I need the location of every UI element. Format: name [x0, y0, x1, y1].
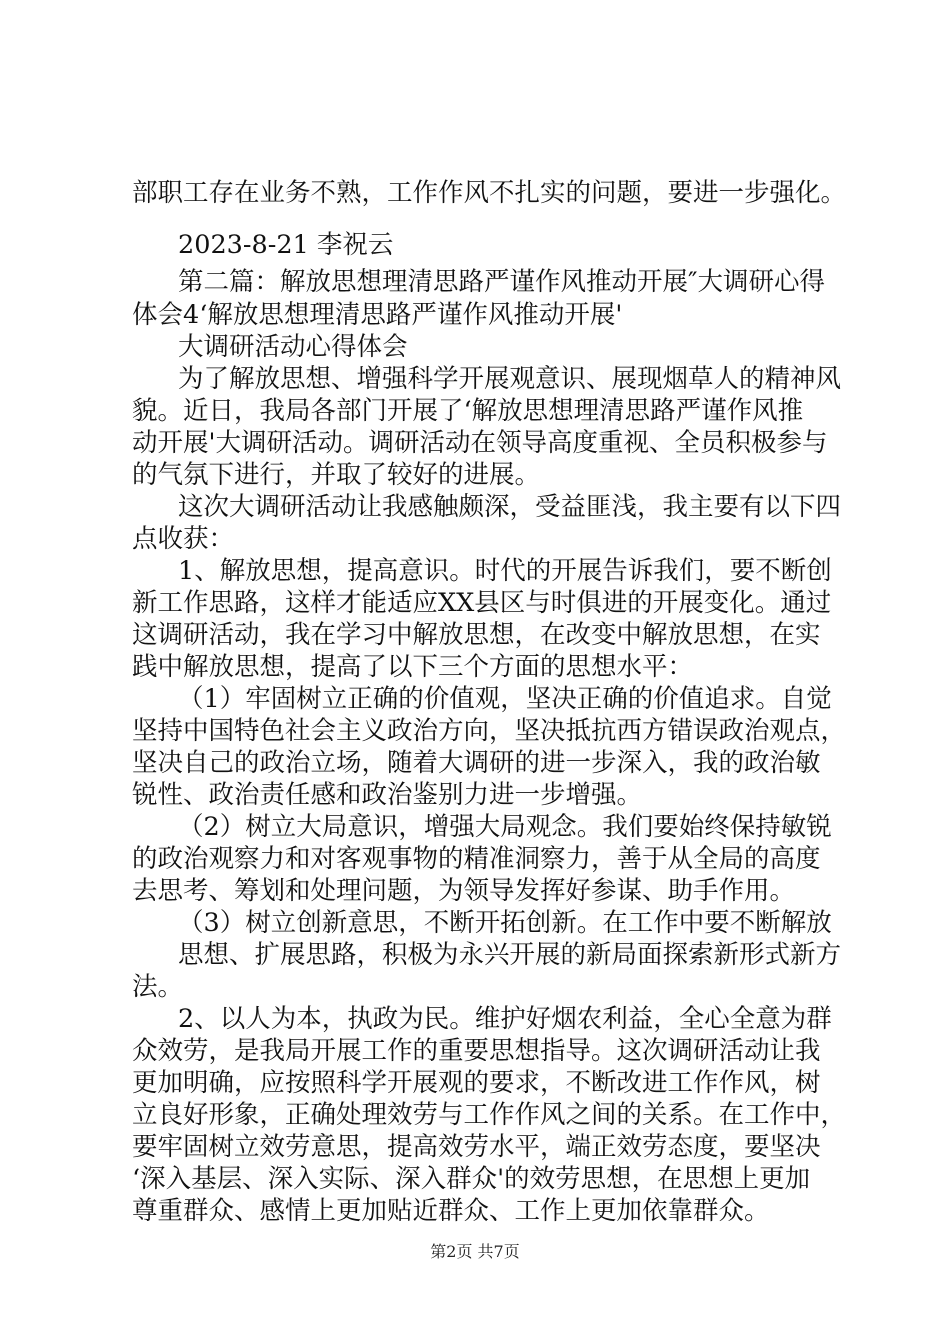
text-line: 的气氛下进行，并取了较好的进展。	[132, 460, 541, 490]
text-line: 大调研活动心得体会	[178, 332, 408, 362]
text-line: 更加明确，应按照科学开展观的要求，不断改进工作作风，树	[132, 1068, 821, 1098]
text-line: 为了解放思想、增强科学开展观意识、展现烟草人的精神风	[178, 364, 842, 394]
text-line: 体会4‘解放思想理清思路严谨作风推动开展'	[132, 300, 623, 330]
text-line: （3）树立创新意思，不断开拓创新。在工作中要不断解放	[178, 908, 832, 938]
text-line: 坚决自己的政治立场，随着大调研的进一步深入，我的政治敏	[132, 748, 821, 778]
text-line: 法。	[132, 972, 184, 1002]
text-line: 立良好形象，正确处理效劳与工作作风之间的关系。在工作中，	[132, 1100, 847, 1130]
text-line: 貌。近日，我局各部门开展了‘解放思想理清思路严谨作风推	[132, 396, 804, 426]
text-line: 锐性、政治责任感和政治鉴别力进一步增强。	[132, 780, 643, 810]
text-line: 去思考、筹划和处理问题，为领导发挥好参谋、助手作用。	[132, 876, 796, 906]
page-number-footer: 第2页 共7页	[430, 1242, 520, 1261]
text-line: 部职工存在业务不熟，工作作风不扎实的问题，要进一步强化。	[132, 178, 847, 208]
text-line: 众效劳，是我局开展工作的重要思想指导。这次调研活动让我	[132, 1036, 821, 1066]
text-line: 坚持中国特色社会主义政治方向，坚决抵抗西方错误政治观点，	[132, 716, 847, 746]
text-line: 新工作思路，这样才能适应XX县区与时俱进的开展变化。通过	[132, 588, 832, 618]
text-line: （2）树立大局意识，增强大局观念。我们要始终保持敏锐	[178, 812, 832, 842]
text-line: 1、解放思想，提高意识。时代的开展告诉我们，要不断创	[178, 556, 832, 586]
text-line: 尊重群众、感情上更加贴近群众、工作上更加依靠群众。	[132, 1196, 770, 1226]
text-line: 2023-8-21 李祝云	[178, 230, 394, 260]
text-line: 要牢固树立效劳意思，提高效劳水平，端正效劳态度，要坚决	[132, 1132, 821, 1162]
text-line: 的政治观察力和对客观事物的精准洞察力，善于从全局的高度	[132, 844, 821, 874]
text-line: ‘深入基层、深入实际、深入群众'的效劳思想，在思想上更加	[132, 1164, 811, 1194]
text-line: 思想、扩展思路，积极为永兴开展的新局面探索新形式新方	[178, 940, 842, 970]
text-line: （1）牢固树立正确的价值观，坚决正确的价值追求。自觉	[178, 684, 832, 714]
text-line: 2、以人为本，执政为民。维护好烟农利益，全心全意为群	[178, 1004, 832, 1034]
text-line: 践中解放思想，提高了以下三个方面的思想水平：	[132, 652, 694, 682]
text-line: 动开展'大调研活动。调研活动在领导高度重视、全员积极参与	[132, 428, 828, 458]
text-line: 这调研活动，我在学习中解放思想，在改变中解放思想，在实	[132, 620, 821, 650]
text-line: 这次大调研活动让我感触颇深，受益匪浅，我主要有以下四	[178, 492, 842, 522]
text-line: 第二篇：解放思想理清思路严谨作风推动开展″大调研心得	[178, 267, 826, 297]
text-line: 点收获：	[132, 524, 235, 554]
